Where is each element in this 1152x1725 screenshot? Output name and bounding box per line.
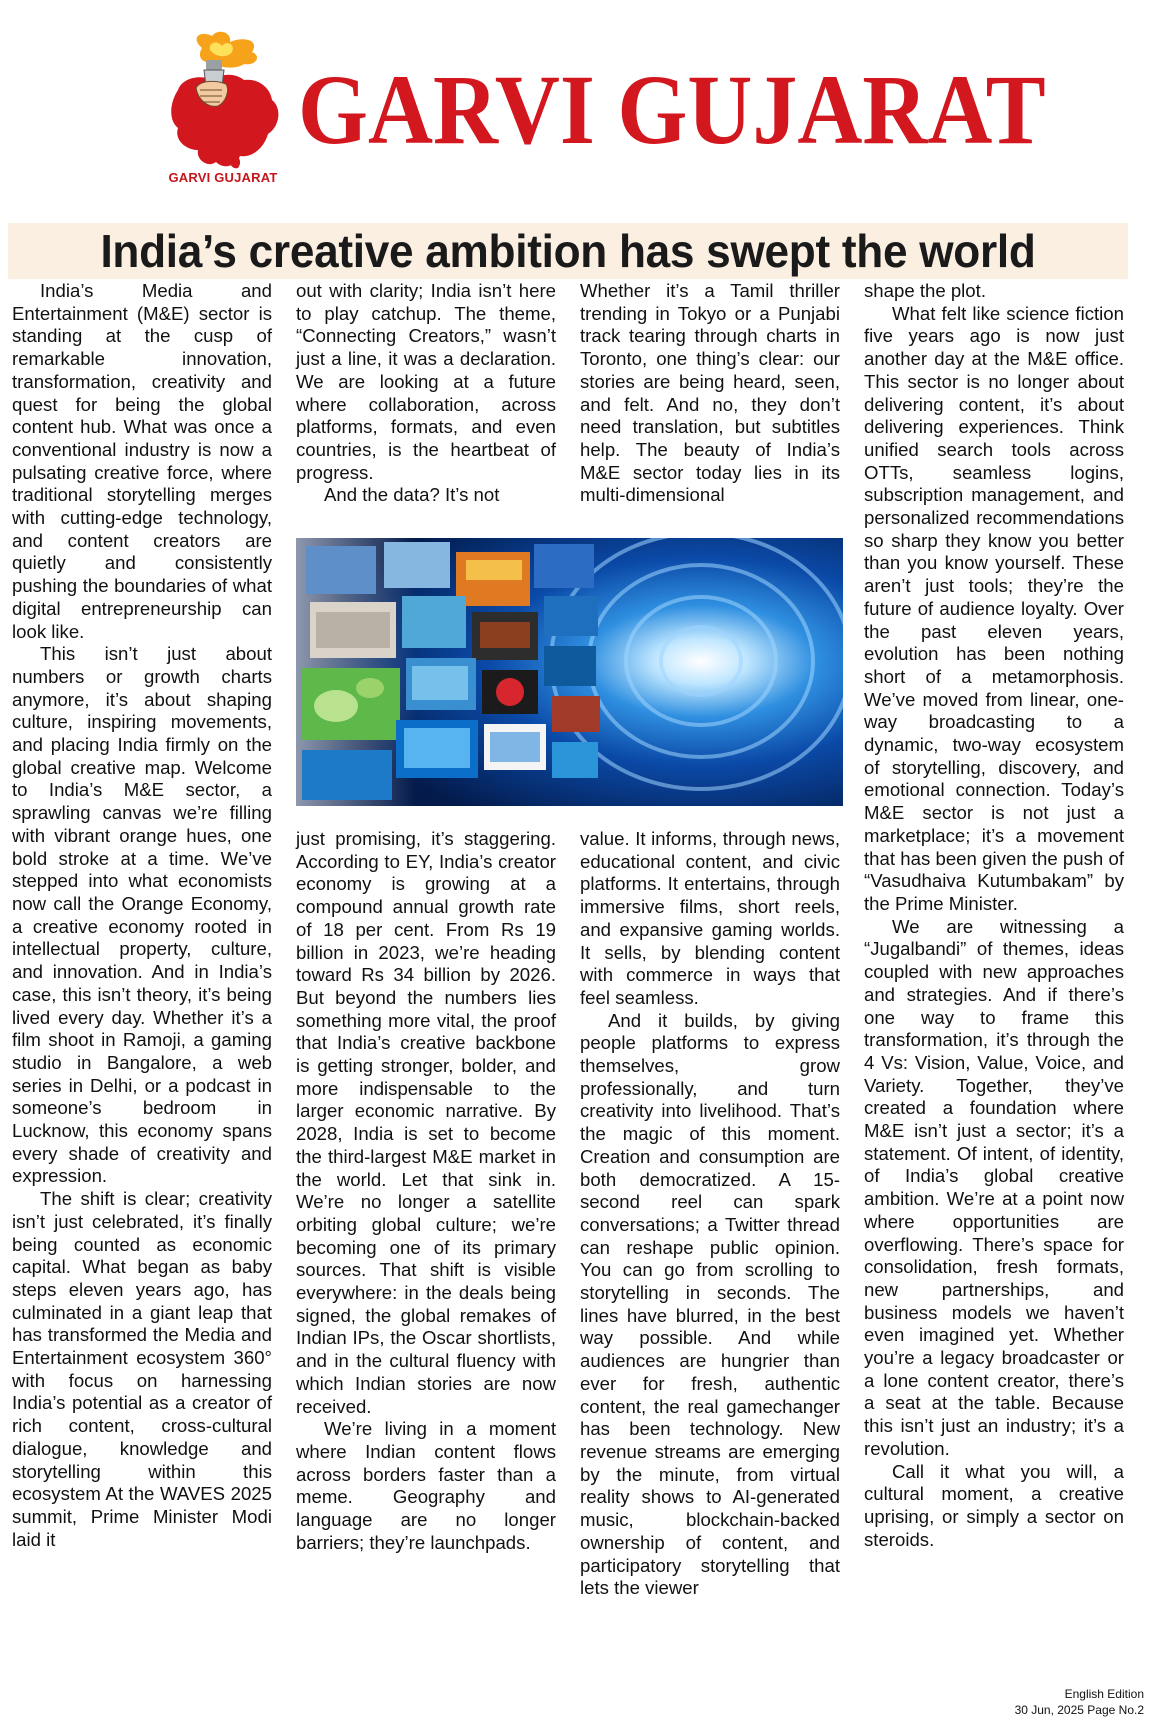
paragraph: The shift is clear; creativity isn’t just celebrated, it’s finally being counted as economic capital. What began as baby steps eleven years ago, has culminated in a giant leap that has transformed the Media and Entertainment ecosystem 360° with focus on harnessing India’s potential as a creator of rich content, cross-cultural dialogue, knowledge and storytelling within this ecosystem At the WAVES 2025 summit, Prime Minister Modi laid it — [12, 1188, 272, 1550]
digital-media-collage-image — [296, 538, 843, 806]
article-column-3-top — [580, 280, 840, 507]
torch-map-logo-icon — [160, 30, 290, 190]
newspaper-title: GARVI GUJARAT — [298, 54, 1046, 165]
article-column-3-bottom — [580, 828, 840, 1600]
paragraph: We are witnessing a “Jugalbandi” of themes, ideas coupled with new approaches and strategies. And if there’s one way to frame this transformation, it’s through the 4 Vs: Vision, Value, Voice, and Variety. Together, they’ve created a foundation where M&E isn’t just a sector; it’s a statement. Of intent, of identity, of India’s global creative ambition. We’re at a point now where opportunities are overflowing. There’s space for consolidation, fresh formats, new partnerships, and business models we haven’t even imagined yet. Whether you’re a legacy broadcaster or a lone content creator, there’s a seat at the table. Because this isn’t just an industry; it’s a revolution. — [864, 915, 1124, 1459]
masthead — [0, 0, 1152, 215]
paragraph: value. It informs, through news, educational content, and civic platforms. It entertains, through immersive films, short reels, and expansive gaming worlds. It sells, by blending content with commerce in ways that feel seamless. — [580, 828, 840, 1008]
paragraph: shape the plot. — [864, 280, 986, 301]
article-column-4 — [864, 280, 1124, 1551]
paragraph: Whether it’s a Tamil thriller trending in Tokyo or a Punjabi track tearing through charts in Toronto, one thing’s clear: our stories are being heard, seen, and felt. And no, they don’t need translation, but subtitles help. The beauty of India’s M&E sector today lies in its multi-dimensional — [580, 280, 840, 506]
article-column-2-bottom — [296, 828, 556, 1555]
paragraph: What felt like science fiction five years ago is now just another day at the M&E office. This sector is no longer about delivering content, it’s about delivering experiences. Think unified search tools across OTTs, seamless logins, subscription management, and personalized recommendations so sharp they know you better than you know yourself. These aren’t just tools; they’re the future of audience loyalty. Over the past eleven years, evolution has been nothing short of a metamorphosis. We’ve moved from linear, one-way broadcasting to a dynamic, two-way ecosystem of storytelling, discovery, and emotional connection. Today’s M&E sector is not just a marketplace; it’s a movement that has been given the push of “Vasudhaiva Kutumbakam” by the Prime Minister. — [864, 302, 1124, 914]
paragraph: We’re living in a moment where Indian content flows across borders faster than a meme. Geography and language are no longer barriers; they’re launchpads. — [296, 1418, 556, 1553]
date-page-label: 30 Jun, 2025 Page No.2 — [1014, 1703, 1144, 1717]
paragraph: India’s Media and Entertainment (M&E) sector is standing at the cusp of remarkable innovation, transformation, creativity and quest for being the global content hub. What was once a conventional industry is now a pulsating creative force, where traditional storytelling merges with cutting-edge technology, and content creators are quietly and consistently pushing the boundaries of what digital entrepreneurship can look like. — [12, 280, 272, 642]
paragraph: And the data? It’s not — [324, 484, 500, 506]
paragraph: just promising, it’s staggering. According to EY, India’s creator economy is growing at a compound annual growth rate of 18 per cent. From Rs 19 billion in 2023, we’re heading toward Rs 34 billion by 2026. But beyond the numbers lies something more vital, the proof that India’s creative backbone is getting stronger, bolder, and more indispensable to the larger economic narrative. By 2028, India is set to become the third-largest M&E market in the world. Let that sink in. We’re no longer a satellite orbiting global culture; we’re becoming one of its primary sources. That shift is visible everywhere: in the deals being signed, the global remakes of Indian IPs, the Oscar shortlists, and in the cultural fluency with which Indian stories are now received. — [296, 828, 556, 1417]
paragraph: out with clarity; India isn’t here to play catchup. The theme, “Connecting Creators,” wasn’t just a line, it was a declaration. We are looking at a future where collaboration, across platforms, formats, and even countries, is the heartbeat of progress. — [296, 280, 556, 483]
paragraph: Call it what you will, a cultural moment, a creative uprising, or simply a sector on steroids. — [864, 1460, 1124, 1550]
article-headline: India’s creative ambition has swept the world — [100, 225, 1036, 277]
logo-caption: GARVI GUJARAT — [168, 170, 278, 185]
paragraph: This isn’t just about numbers or growth charts anymore, it’s about shaping culture, inspiring movements, and placing India firmly on the global creative map. Welcome to India’s M&E sector, a sprawling canvas we’re filling with vibrant orange hues, one bold stroke at a time. We’ve stepped into what economists now call the Orange Economy, a creative economy rooted in intellectual property, culture, and innovation. And in India’s case, this isn’t theory, it’s being lived every day. Whether it’s a film shoot in Ramoji, a gaming studio in Bangalore, a web series in Delhi, or a podcast in someone’s bedroom in Lucknow, this economy spans every shade of creativity and expression. — [12, 643, 272, 1187]
article-column-1 — [12, 280, 272, 1551]
edition-label: English Edition — [1064, 1687, 1144, 1701]
paragraph: And it builds, by giving people platforms to express themselves, grow professionally, and turn creativity into livelihood. That’s the magic of this moment. Creation and consumption are both democratized. A 15-second reel can spark conversations; a Twitter thread can reshape public opinion. You can go from scrolling to storytelling in seconds. The lines have blurred, in the best way possible. And while audiences are hungrier than ever for fresh, authentic content, the real gamechanger has been technology. New revenue streams are emerging by the minute, from virtual reality shows to AI-generated music, blockchain-backed ownership of content, and participatory storytelling that lets the viewer — [580, 1009, 840, 1599]
page-footer — [1015, 1686, 1144, 1718]
article-column-2-top — [296, 280, 556, 507]
headline-band — [8, 223, 1128, 279]
